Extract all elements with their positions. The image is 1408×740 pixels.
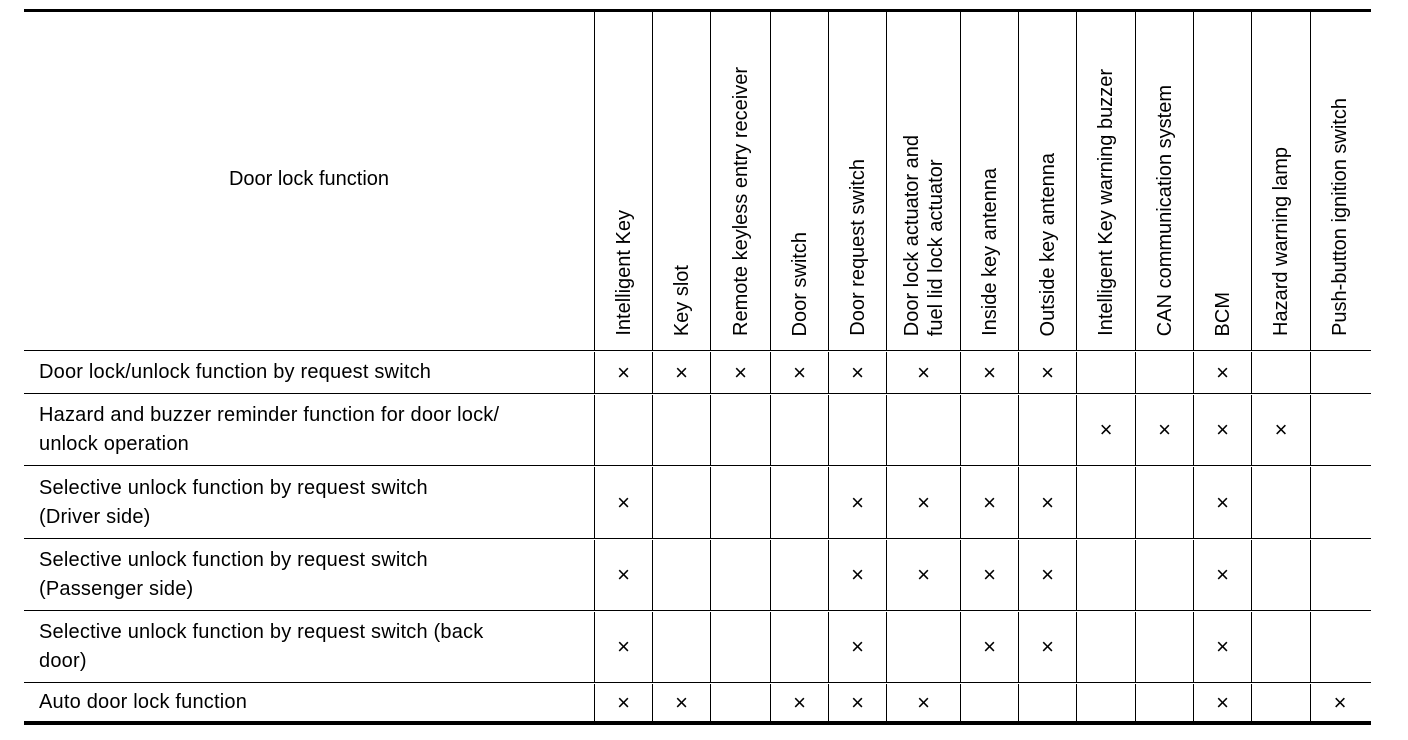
mark-cell bbox=[1135, 395, 1193, 465]
x-mark-icon: × bbox=[1216, 489, 1229, 515]
x-mark-icon: × bbox=[1041, 634, 1054, 659]
mark-cell bbox=[594, 612, 652, 682]
x-mark-icon: × bbox=[1041, 489, 1054, 515]
column-header-label: Door switch bbox=[788, 231, 811, 336]
function-label: Selective unlock function by request switch (Passenger side) bbox=[39, 549, 428, 600]
function-cell bbox=[24, 684, 594, 721]
x-mark-icon: × bbox=[1216, 634, 1229, 659]
mark-cell bbox=[886, 612, 960, 682]
function-label: Auto door lock function bbox=[39, 691, 248, 713]
table-row bbox=[24, 612, 1371, 683]
column-header-7 bbox=[1018, 12, 1076, 350]
column-header-label: Hazard warning lamp bbox=[1270, 147, 1292, 336]
table-row bbox=[24, 352, 1371, 394]
column-header-9 bbox=[1135, 12, 1193, 350]
bottom-rule bbox=[24, 722, 1371, 725]
mark-cell bbox=[1193, 540, 1251, 610]
mark-cell bbox=[770, 395, 828, 465]
mark-cell bbox=[1135, 612, 1193, 682]
function-column-header bbox=[24, 12, 594, 350]
mark-cell bbox=[770, 352, 828, 393]
table-row bbox=[24, 684, 1371, 722]
mark-cell bbox=[1076, 612, 1135, 682]
function-label: Selective unlock function by request switch (back door) bbox=[39, 621, 484, 672]
mark-cell bbox=[828, 540, 886, 610]
mark-cell bbox=[710, 684, 770, 721]
mark-cell bbox=[886, 395, 960, 465]
x-mark-icon: × bbox=[1041, 359, 1054, 385]
x-mark-icon: × bbox=[793, 359, 806, 385]
mark-cell bbox=[1018, 467, 1076, 538]
column-header-label: Push-button ignition switch bbox=[1329, 98, 1351, 336]
x-mark-icon: × bbox=[917, 359, 930, 385]
mark-cell bbox=[710, 352, 770, 393]
x-mark-icon: × bbox=[617, 689, 630, 715]
x-mark-icon: × bbox=[1216, 417, 1229, 442]
column-header-3 bbox=[770, 12, 828, 350]
mark-cell bbox=[1076, 684, 1135, 721]
x-mark-icon: × bbox=[1041, 562, 1054, 587]
column-header-2 bbox=[710, 12, 770, 350]
mark-cell bbox=[828, 684, 886, 721]
mark-cell bbox=[960, 395, 1018, 465]
x-mark-icon: × bbox=[793, 689, 806, 715]
mark-cell bbox=[1310, 352, 1369, 393]
mark-cell bbox=[828, 612, 886, 682]
mark-cell bbox=[828, 395, 886, 465]
mark-cell bbox=[1193, 395, 1251, 465]
mark-cell bbox=[594, 352, 652, 393]
mark-cell bbox=[886, 467, 960, 538]
mark-cell bbox=[886, 540, 960, 610]
mark-cell bbox=[1135, 352, 1193, 393]
function-cell bbox=[24, 352, 594, 393]
column-header-label: Outside key antenna bbox=[1036, 152, 1059, 336]
mark-cell bbox=[1251, 395, 1310, 465]
function-cell bbox=[24, 395, 594, 465]
mark-cell bbox=[710, 612, 770, 682]
column-header-label: CAN communication system bbox=[1153, 84, 1176, 336]
mark-cell bbox=[594, 395, 652, 465]
table-header-row bbox=[24, 12, 1371, 351]
mark-cell bbox=[652, 352, 710, 393]
column-header-label: Intelligent Key warning buzzer bbox=[1095, 69, 1117, 336]
x-mark-icon: × bbox=[1216, 359, 1229, 385]
function-cell bbox=[24, 467, 594, 538]
mark-cell bbox=[828, 467, 886, 538]
mark-cell bbox=[960, 684, 1018, 721]
x-mark-icon: × bbox=[617, 489, 630, 515]
x-mark-icon: × bbox=[675, 689, 688, 715]
function-label: Hazard and buzzer reminder function for door lock/ unlock operation bbox=[39, 404, 500, 455]
mark-cell bbox=[710, 540, 770, 610]
column-header-5 bbox=[886, 12, 960, 350]
function-cell bbox=[24, 612, 594, 682]
column-header-label: Door lock actuator and fuel lid lock actuator bbox=[900, 134, 947, 336]
column-header-6 bbox=[960, 12, 1018, 350]
mark-cell bbox=[1251, 467, 1310, 538]
x-mark-icon: × bbox=[983, 562, 996, 587]
table-row bbox=[24, 540, 1371, 611]
mark-cell bbox=[1018, 684, 1076, 721]
x-mark-icon: × bbox=[851, 634, 864, 659]
mark-cell bbox=[960, 352, 1018, 393]
mark-cell bbox=[1193, 467, 1251, 538]
x-mark-icon: × bbox=[851, 359, 864, 385]
mark-cell bbox=[1310, 467, 1369, 538]
function-label: Door lock/unlock function by request switch bbox=[39, 361, 432, 383]
mark-cell bbox=[710, 395, 770, 465]
column-header-8 bbox=[1076, 12, 1135, 350]
x-mark-icon: × bbox=[917, 689, 930, 715]
x-mark-icon: × bbox=[917, 489, 930, 515]
column-header-label: Remote keyless entry receiver bbox=[729, 67, 752, 336]
x-mark-icon: × bbox=[617, 634, 630, 659]
mark-cell bbox=[1076, 395, 1135, 465]
function-header-label: Door lock function bbox=[228, 167, 390, 190]
column-header-label: BCM bbox=[1211, 291, 1234, 336]
mark-cell bbox=[652, 467, 710, 538]
mark-cell bbox=[770, 467, 828, 538]
table-row bbox=[24, 467, 1371, 539]
mark-cell bbox=[1193, 684, 1251, 721]
mark-cell bbox=[710, 467, 770, 538]
x-mark-icon: × bbox=[983, 489, 996, 515]
mark-cell bbox=[1251, 612, 1310, 682]
x-mark-icon: × bbox=[983, 359, 996, 385]
mark-cell bbox=[1310, 395, 1369, 465]
column-header-0 bbox=[594, 12, 652, 350]
mark-cell bbox=[594, 467, 652, 538]
table-row bbox=[24, 395, 1371, 466]
column-header-12 bbox=[1310, 12, 1369, 350]
x-mark-icon: × bbox=[1158, 417, 1171, 442]
column-header-4 bbox=[828, 12, 886, 350]
column-header-11 bbox=[1251, 12, 1310, 350]
x-mark-icon: × bbox=[1216, 562, 1229, 587]
function-label: Selective unlock function by request switch (Driver side) bbox=[39, 476, 428, 528]
function-cell bbox=[24, 540, 594, 610]
mark-cell bbox=[1310, 684, 1369, 721]
x-mark-icon: × bbox=[617, 359, 630, 385]
x-mark-icon: × bbox=[917, 562, 930, 587]
x-mark-icon: × bbox=[851, 689, 864, 715]
column-header-label: Door request switch bbox=[846, 159, 869, 336]
x-mark-icon: × bbox=[617, 562, 630, 587]
mark-cell bbox=[1251, 352, 1310, 393]
x-mark-icon: × bbox=[851, 489, 864, 515]
mark-cell bbox=[1310, 612, 1369, 682]
mark-cell bbox=[1076, 540, 1135, 610]
mark-cell bbox=[1076, 467, 1135, 538]
mark-cell bbox=[886, 352, 960, 393]
mark-cell bbox=[1251, 684, 1310, 721]
mark-cell bbox=[1135, 684, 1193, 721]
mark-cell bbox=[886, 684, 960, 721]
mark-cell bbox=[1135, 540, 1193, 610]
mark-cell bbox=[594, 684, 652, 721]
mark-cell bbox=[652, 612, 710, 682]
mark-cell bbox=[1018, 352, 1076, 393]
mark-cell bbox=[652, 395, 710, 465]
mark-cell bbox=[960, 540, 1018, 610]
mark-cell bbox=[594, 540, 652, 610]
x-mark-icon: × bbox=[851, 562, 864, 587]
mark-cell bbox=[652, 684, 710, 721]
mark-cell bbox=[960, 467, 1018, 538]
x-mark-icon: × bbox=[1216, 689, 1229, 715]
column-header-1 bbox=[652, 12, 710, 350]
mark-cell bbox=[1018, 395, 1076, 465]
column-header-label: Key slot bbox=[670, 264, 693, 336]
column-header-label: Inside key antenna bbox=[978, 168, 1001, 336]
mark-cell bbox=[960, 612, 1018, 682]
x-mark-icon: × bbox=[1099, 417, 1113, 442]
x-mark-icon: × bbox=[983, 634, 996, 659]
mark-cell bbox=[1193, 352, 1251, 393]
mark-cell bbox=[770, 684, 828, 721]
mark-cell bbox=[652, 540, 710, 610]
x-mark-icon: × bbox=[1333, 689, 1347, 715]
mark-cell bbox=[828, 352, 886, 393]
mark-cell bbox=[1018, 612, 1076, 682]
mark-cell bbox=[1193, 612, 1251, 682]
mark-cell bbox=[770, 540, 828, 610]
mark-cell bbox=[1135, 467, 1193, 538]
x-mark-icon: × bbox=[1274, 417, 1288, 442]
column-header-10 bbox=[1193, 12, 1251, 350]
mark-cell bbox=[1076, 352, 1135, 393]
mark-cell bbox=[1251, 540, 1310, 610]
x-mark-icon: × bbox=[734, 359, 747, 385]
column-header-label: Intelligent Key bbox=[612, 210, 635, 336]
mark-cell bbox=[1310, 540, 1369, 610]
mark-cell bbox=[770, 612, 828, 682]
x-mark-icon: × bbox=[675, 359, 688, 385]
mark-cell bbox=[1018, 540, 1076, 610]
